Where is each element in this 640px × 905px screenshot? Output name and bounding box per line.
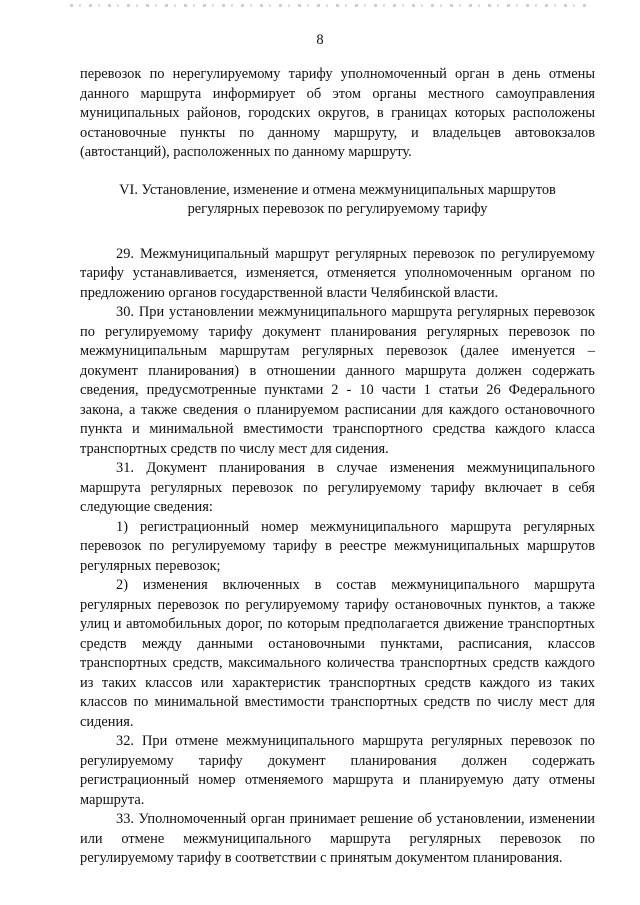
continuation-paragraph: перевозок по нерегулируемому тарифу уполномоченный орган в день отмены данного маршрута информирует об этом органы местного самоуправления муниципальных районов, городских округов, в границах которых расположены остановочные пункты по данному маршруту, и владельцев автовокзалов (автостанций), расположенных по данному маршруту.: [80, 66, 595, 160]
paragraph-29: 29. Межмуниципальный маршрут регулярных перевозок по регулируемому тарифу устанавливается, изменяется, отменяется уполномоченным органом по предложению органов государственной власти Челябинской власти.: [80, 245, 595, 301]
paragraph-31-item-2: 2) изменения включенных в состав межмуниципального маршрута регулярных перевозок по регулируемому тарифу остановочных пунктов, а также улиц и автомобильных дорог, по которым предполагается движение транспортных средств между данными остановочными пунктами, расписания, классов транспортных средств, максимального количества транспортных средств каждого из таких классов или характеристик транспортных средств каждого из таких классов по минимальной вместимости транспортных средств по числу мест для сидения.: [80, 577, 595, 730]
page-number: 8: [316, 32, 324, 48]
paragraph-30: 30. При установлении межмуниципального маршрута регулярных перевозок по регулируемому тарифу документ планирования регулярных перевозок по межмуниципальным маршрутам регулярных перевозок (далее именуется – документ планирования) в отношении данного маршрута должен содержать сведения, предусмотренные пунктами 2 - 10 части 1 статьи 26 Федерального закона, а также сведения о планируемом расписании для каждого остановочного пункта и минимальной вместимости транспортного средства каждого класса транспортных средств по числу мест для сидения.: [80, 304, 595, 457]
section-heading: VI. Установление, изменение и отмена межмуниципальных маршрутов регулярных перевозок по регулируемому тарифу: [119, 181, 556, 217]
paragraph-31: 31. Документ планирования в случае изменения межмуниципального маршрута регулярных перевозок по регулируемому тарифу включает в себя следующие сведения:: [80, 460, 595, 515]
paragraph-32: 32. При отмене межмуниципального маршрута регулярных перевозок по регулируемому тарифу документ планирования должен содержать регистрационный номер отменяемого маршрута и планируемую дату отмены маршрута.: [80, 733, 595, 808]
scan-artifact-line: [70, 4, 590, 7]
paragraph-31-item-1: 1) регистрационный номер межмуниципального маршрута регулярных перевозок по регулируемому тарифу в реестре межмуниципальных маршрутов регулярных перевозок;: [80, 518, 595, 574]
document-body: [80, 65, 595, 869]
paragraph-33: 33. Уполномоченный орган принимает решение об установлении, изменении или отмене межмуниципального маршрута регулярных перевозок по регулируемому тарифу в соответствии с принятым документом планирования.: [80, 811, 595, 866]
